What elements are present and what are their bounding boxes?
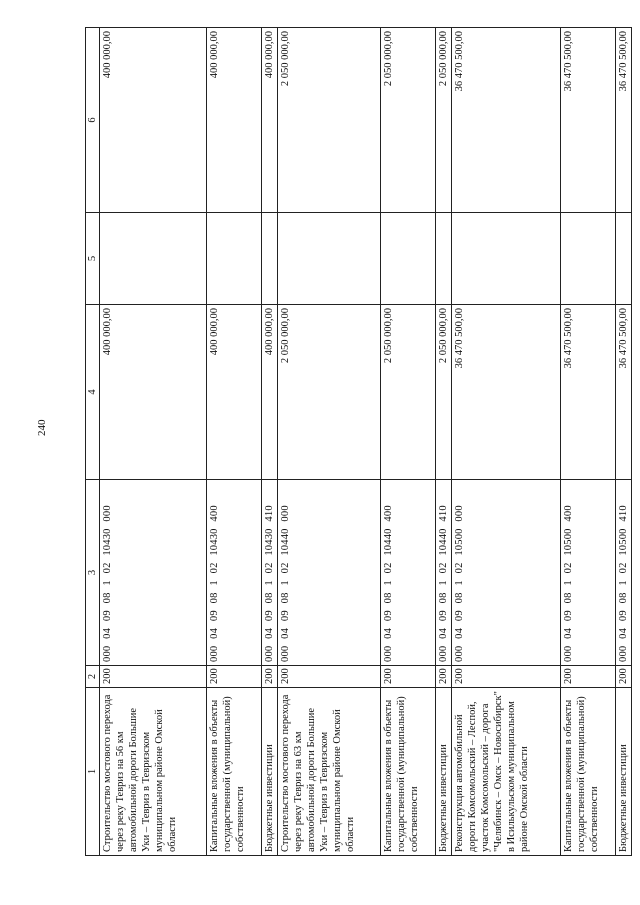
table-row <box>207 28 262 856</box>
row-col5 <box>100 213 207 305</box>
row-col6: 2 050 000,00 <box>381 28 436 213</box>
budget-table <box>85 27 632 856</box>
header-row <box>86 28 100 856</box>
row-col5 <box>262 213 278 305</box>
row-admin: 200 <box>436 666 452 688</box>
header-cell: 6 <box>86 28 100 213</box>
row-col5 <box>452 213 561 305</box>
row-admin: 200 <box>452 666 561 688</box>
page-number: 240 <box>36 419 48 436</box>
row-code: 000 04 09 08 1 02 10440 400 <box>381 480 436 666</box>
row-col4: 400 000,00 <box>207 305 262 480</box>
row-code: 000 04 09 08 1 02 10430 000 <box>100 480 207 666</box>
row-name: Бюджетные инвестиции <box>262 688 278 856</box>
row-name: Капитальные вложения в объекты государственной (муниципальной) собственности <box>381 688 436 856</box>
row-name: Строительство мостового перехода через реку Тевриз на 56 км автомобильной дороги Большие Уки – Тевриз в Тевризском муниципальном районе Омской области <box>100 688 207 856</box>
row-code: 000 04 09 08 1 02 10430 400 <box>207 480 262 666</box>
row-code: 000 04 09 08 1 02 10440 000 <box>278 480 381 666</box>
row-col4: 2 050 000,00 <box>436 305 452 480</box>
row-admin: 200 <box>100 666 207 688</box>
row-col6: 400 000,00 <box>207 28 262 213</box>
row-col5 <box>381 213 436 305</box>
row-col5 <box>561 213 616 305</box>
table-row <box>278 28 381 856</box>
row-name: Реконструкция автомобильной дороги Комсомольский – Леспой, участок Комсомольский – дорога "Челябинск – Омск – Новосибирск" в Исилькульском муниципальном районе Омской области <box>452 688 561 856</box>
row-col6: 400 000,00 <box>262 28 278 213</box>
row-col4: 36 470 500,00 <box>561 305 616 480</box>
row-col6: 36 470 500,00 <box>561 28 616 213</box>
row-col4: 36 470 500,00 <box>616 305 632 480</box>
row-col6: 2 050 000,00 <box>436 28 452 213</box>
row-admin: 200 <box>262 666 278 688</box>
row-code: 000 04 09 08 1 02 10500 410 <box>616 480 632 666</box>
rotated-table-wrapper <box>85 28 629 856</box>
row-code: 000 04 09 08 1 02 10500 400 <box>561 480 616 666</box>
table-row <box>561 28 616 856</box>
header-cell: 3 <box>86 480 100 666</box>
budget-table-sheet <box>85 28 629 856</box>
row-admin: 200 <box>616 666 632 688</box>
row-name: Капитальные вложения в объекты государственной (муниципальной) собственности <box>561 688 616 856</box>
row-col6: 36 470 500,00 <box>616 28 632 213</box>
row-col5 <box>436 213 452 305</box>
row-col4: 2 050 000,00 <box>278 305 381 480</box>
table-row <box>381 28 436 856</box>
header-cell: 4 <box>86 305 100 480</box>
row-col6: 36 470 500,00 <box>452 28 561 213</box>
row-name: Бюджетные инвестиции <box>616 688 632 856</box>
row-col6: 400 000,00 <box>100 28 207 213</box>
header-cell: 1 <box>86 688 100 856</box>
table-row <box>452 28 561 856</box>
row-col4: 36 470 500,00 <box>452 305 561 480</box>
row-name: Строительство мостового перехода через реку Тевриз на 63 км автомобильной дороги Большие Уки – Тевриз в Тевризском муниципальном районе Омской области <box>278 688 381 856</box>
row-col4: 2 050 000,00 <box>381 305 436 480</box>
row-col5 <box>278 213 381 305</box>
header-cell: 2 <box>86 666 100 688</box>
row-col5 <box>616 213 632 305</box>
row-admin: 200 <box>278 666 381 688</box>
table-row <box>436 28 452 856</box>
row-col4: 400 000,00 <box>262 305 278 480</box>
table-row <box>100 28 207 856</box>
row-admin: 200 <box>561 666 616 688</box>
table-row <box>616 28 632 856</box>
row-name: Капитальные вложения в объекты государственной (муниципальной) собственности <box>207 688 262 856</box>
row-col6: 2 050 000,00 <box>278 28 381 213</box>
row-admin: 200 <box>207 666 262 688</box>
row-col5 <box>207 213 262 305</box>
row-code: 000 04 09 08 1 02 10440 410 <box>436 480 452 666</box>
table-row <box>262 28 278 856</box>
header-cell: 5 <box>86 213 100 305</box>
row-col4: 400 000,00 <box>100 305 207 480</box>
row-code: 000 04 09 08 1 02 10500 000 <box>452 480 561 666</box>
row-admin: 200 <box>381 666 436 688</box>
row-name: Бюджетные инвестиции <box>436 688 452 856</box>
row-code: 000 04 09 08 1 02 10430 410 <box>262 480 278 666</box>
